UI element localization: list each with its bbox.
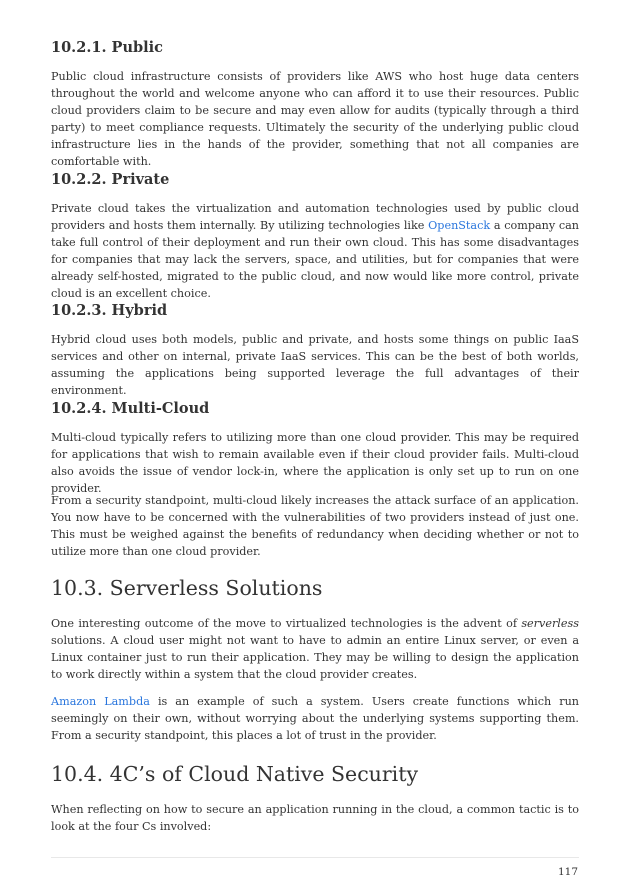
paragraph-hybrid: Hybrid cloud uses both models, public and private, and hosts some things on public IaaS services and other on internal, private IaaS services. This can be the best of both worlds, assuming the applications being supported leverage the full advantages of their environment. — [51, 333, 579, 397]
serverless-emphasis: serverless — [521, 617, 579, 630]
heading-serverless: 10.3. Serverless Solutions — [51, 576, 323, 600]
paragraph-public: Public cloud infrastructure consists of providers like AWS who host huge data centers throughout the world and welcome anyone who can afford it to use their resources. Public cloud providers claim to be secure and may even allow for audits (typically through a third party) to meet compliance requests. Ultimately the security of the underlying public cloud infrastructure lies in the hands of the provider, something that not all companies are comfortable with. — [51, 70, 579, 168]
heading-public: 10.2.1. Public — [51, 39, 163, 56]
page-number: 117 — [557, 866, 578, 878]
paragraph-private-text-after: a company can take full control of their deployment and run their own cloud. This has some disadvantages for companies that may lack the servers, space, and utilities, but for companies that were already self-hosted, migrated to the public cloud, and now would like more control, private cloud is an excellent choice. — [51, 219, 580, 300]
paragraph-private-text-before: Private cloud takes the virtualization and automation technologies used by public cloud providers and hosts them internally. By utilizing technologies like — [51, 202, 579, 232]
paragraph-serverless-text-before: One interesting outcome of the move to virtualized technologies is the advent of — [51, 617, 522, 630]
openstack-link[interactable]: OpenStack — [428, 219, 491, 232]
paragraph-serverless-2 — [51, 693, 579, 744]
heading-multi-cloud: 10.2.4. Multi-Cloud — [51, 400, 210, 417]
paragraph-multi-cloud-2: From a security standpoint, multi-cloud likely increases the attack surface of an application. You now have to be concerned with the vulnerabilities of two providers instead of just one. This must be weighed against the benefits of redundancy when deciding whether or not to utilize more than one cloud provider. — [51, 494, 579, 558]
paragraph-serverless-text-after: solutions. A cloud user might not want to have to admin an entire Linux server, or even a Linux container just to run their application. They may be willing to design the application to work directly within a system that the cloud provider creates. — [51, 634, 579, 681]
paragraph-serverless-2-text: is an example of such a system. Users create functions which run seemingly on their own, without worrying about the underlying systems supporting them. From a security standpoint, this places a lot of trust in the provider. — [51, 695, 580, 742]
heading-private: 10.2.2. Private — [51, 171, 170, 188]
amazon-lambda-link[interactable]: Amazon Lambda — [51, 695, 150, 708]
footer-divider — [51, 857, 579, 858]
paragraph-multi-cloud-1: Multi-cloud typically refers to utilizing more than one cloud provider. This may be required for applications that wish to remain available even if their cloud provider fails. Multi-cloud also avoids the issue of vendor lock-in, where the application is only set up to run on one provider. — [51, 431, 579, 495]
paragraph-private — [51, 200, 579, 302]
paragraph-4cs: When reflecting on how to secure an application running in the cloud, a common tactic is to look at the four Cs involved: — [51, 803, 579, 833]
paragraph-serverless-1 — [51, 615, 579, 683]
heading-4cs: 10.4. 4C’s of Cloud Native Security — [51, 762, 419, 786]
heading-hybrid: 10.2.3. Hybrid — [51, 302, 168, 319]
